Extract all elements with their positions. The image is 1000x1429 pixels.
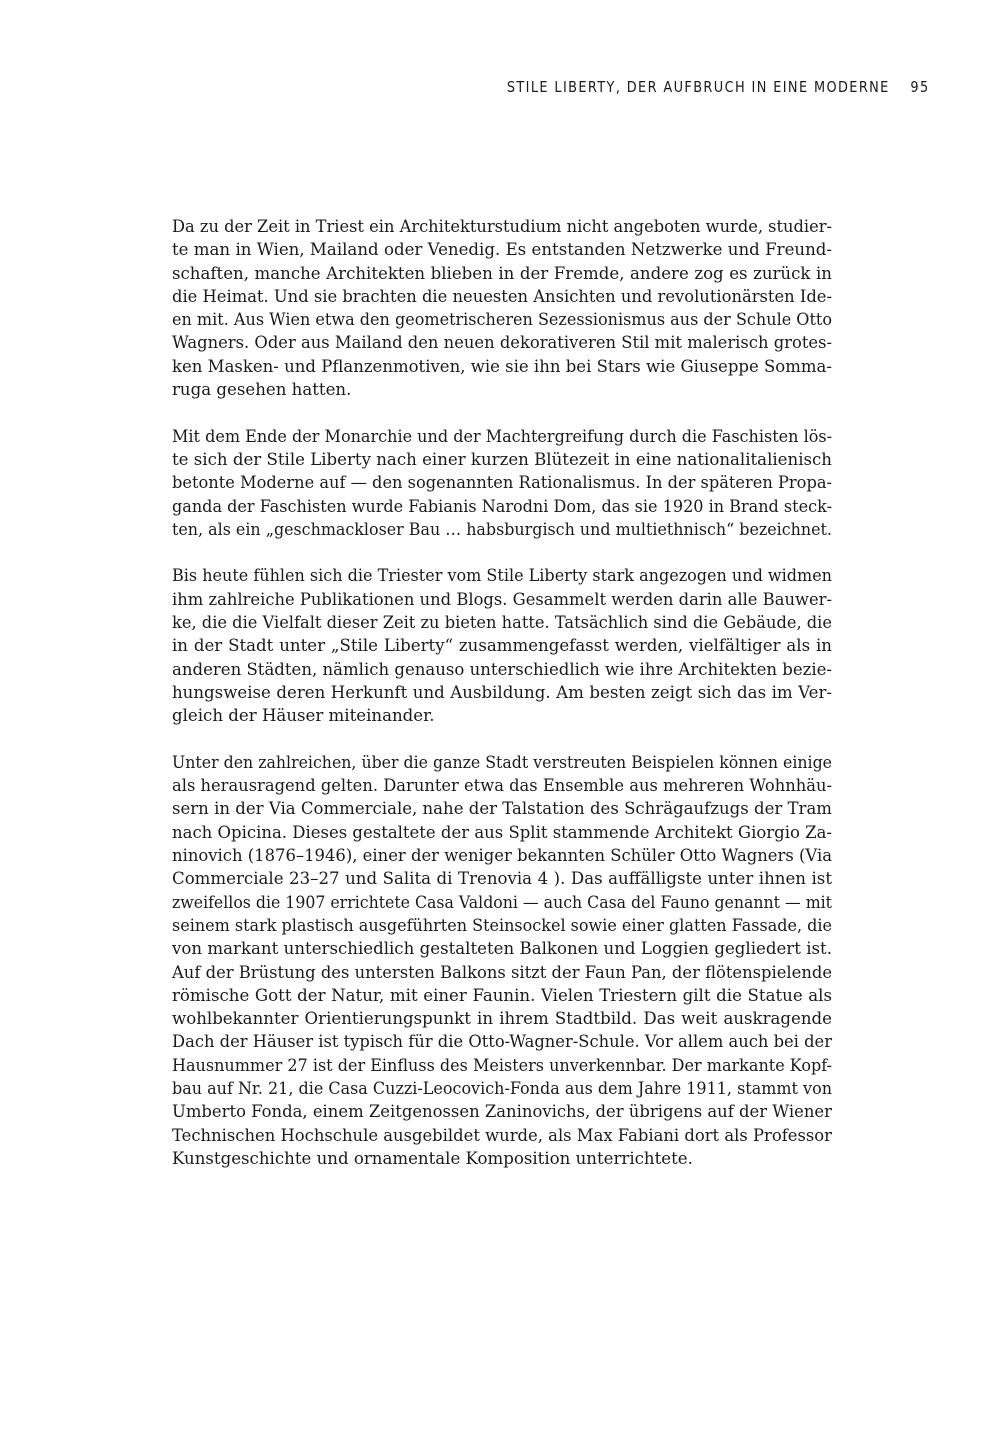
text-line: ke, die die Vielfalt dieser Zeit zu bieten hatte. Tatsächlich sind die Gebäude, die [172, 613, 832, 633]
text-line: Unter den zahlreichen, über die ganze Stadt verstreuten Beispielen können einige [172, 752, 832, 772]
text-line: ninovich (1876–1946), einer der weniger bekannten Schüler Otto Wagners (Via [172, 846, 832, 866]
text-line: zweifellos die 1907 errichtete Casa Valdoni — auch Casa del Fauno genannt — mit [172, 892, 832, 912]
text-line: Technischen Hochschule ausgebildet wurde, als Max Fabiani dort als Professor [172, 1125, 832, 1145]
text-line: von markant unterschiedlich gestalteten Balkonen und Loggien gegliedert ist. [172, 939, 832, 959]
text-line: Wagners. Oder aus Mailand den neuen dekorativeren Stil mit malerisch grotes- [172, 333, 832, 353]
text-line: Mit dem Ende der Monarchie und der Machtergreifung durch die Faschisten lös- [172, 426, 832, 446]
text-line: Hausnummer 27 ist der Einfluss des Meisters unverkennbar. Der markante Kopf- [172, 1055, 832, 1075]
text-line: Auf der Brüstung des untersten Balkons sitzt der Faun Pan, der flötenspielende [172, 962, 832, 982]
text-line: hungsweise deren Herkunft und Ausbildung. Am besten zeigt sich das im Ver- [172, 682, 832, 702]
text-line: te man in Wien, Mailand oder Venedig. Es entstanden Netzwerke und Freund- [172, 240, 832, 260]
text-line: te sich der Stile Liberty nach einer kurzen Blütezeit in eine nationalitalienisch [172, 449, 832, 469]
text-line: gleich der Häuser miteinander. [172, 706, 435, 726]
text-line: ganda der Faschisten wurde Fabianis Narodni Dom, das sie 1920 in Brand steck- [172, 496, 832, 516]
paragraph-4 [172, 751, 832, 1170]
text-line: in der Stadt unter „Stile Liberty“ zusammengefasst werden, vielfältiger als in [172, 636, 832, 656]
paragraph-3 [172, 564, 832, 727]
text-line: wohlbekannter Orientierungspunkt in ihrem Stadtbild. Das weit auskragende [172, 1009, 832, 1029]
text-line: bau auf Nr. 21, die Casa Cuzzi-Leocovich-Fonda aus dem Jahre 1911, stammt von [172, 1078, 832, 1098]
text-line: sern in der Via Commerciale, nahe der Talstation des Schrägaufzugs der Tram [172, 799, 832, 819]
text-line: Commerciale 23–27 und Salita di Trenovia 4 ). Das auffälligste unter ihnen ist [172, 869, 832, 889]
text-line: Umberto Fonda, einem Zeitgenossen Zaninovichs, der übrigens auf der Wiener [172, 1102, 832, 1122]
text-line: als herausragend gelten. Darunter etwa das Ensemble aus mehreren Wohnhäu- [172, 776, 832, 796]
running-title: STILE LIBERTY, DER AUFBRUCH IN EINE MODERNE [507, 78, 891, 96]
text-line: betonte Moderne auf — den sogenannten Rationalismus. In der späteren Propa- [172, 473, 832, 493]
text-line: Kunstgeschichte und ornamentale Komposition unterrichtete. [172, 1148, 693, 1168]
text-line: die Heimat. Und sie brachten die neuesten Ansichten und revolutionärsten Ide- [172, 286, 832, 306]
text-line: ihm zahlreiche Publikationen und Blogs. Gesammelt werden darin alle Bauwer- [172, 589, 832, 609]
page-number: 95 [910, 78, 930, 96]
paragraph-1 [172, 215, 832, 401]
text-line: nach Opicina. Dieses gestaltete der aus Split stammende Architekt Giorgio Za- [172, 822, 832, 842]
paragraph-2 [172, 425, 832, 541]
text-line: en mit. Aus Wien etwa den geometrischeren Sezessionismus aus der Schule Otto [172, 310, 832, 330]
body-text [172, 215, 832, 1193]
text-line: schaften, manche Architekten blieben in der Fremde, andere zog es zurück in [172, 263, 832, 283]
text-line: Bis heute fühlen sich die Triester vom Stile Liberty stark angezogen und widmen [172, 566, 832, 586]
text-line: Dach der Häuser ist typisch für die Otto-Wagner-Schule. Vor allem auch bei der [172, 1032, 832, 1052]
text-line: seinem stark plastisch ausgeführten Steinsockel sowie einer glatten Fassade, die [172, 915, 832, 935]
text-line: ken Masken- und Pflanzenmotiven, wie sie ihn bei Stars wie Giuseppe Somma- [172, 356, 832, 376]
text-line: ruga gesehen hatten. [172, 380, 352, 400]
text-line: anderen Städten, nämlich genauso unterschiedlich wie ihre Architekten bezie- [172, 659, 832, 679]
text-line: Da zu der Zeit in Triest ein Architekturstudium nicht angeboten wurde, studier- [172, 217, 832, 236]
running-head [507, 78, 930, 96]
text-line: ten, als ein „geschmackloser Bau … habsburgisch und multiethnisch“ bezeichnet. [172, 519, 832, 539]
text-line: römische Gott der Natur, mit einer Faunin. Vielen Triestern gilt die Statue als [172, 985, 832, 1005]
